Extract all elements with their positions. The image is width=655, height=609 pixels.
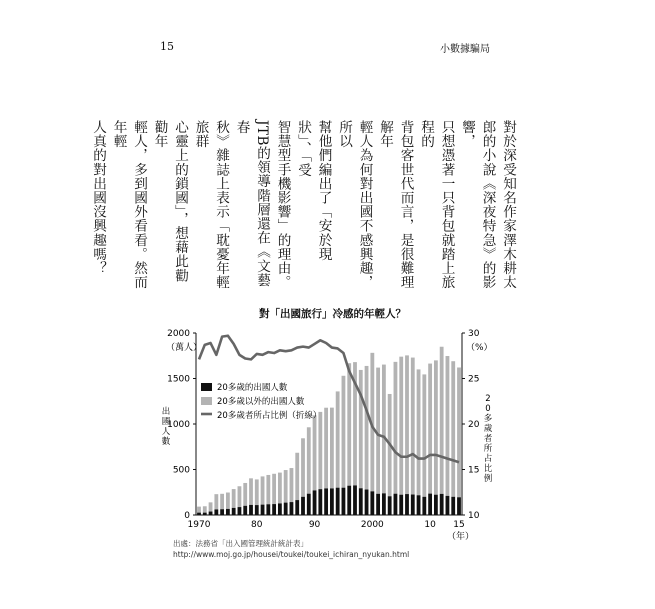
- y-right-label-char: 占: [483, 454, 493, 464]
- body-line: 輕人為何對出國不感興趣，所以: [336, 120, 373, 290]
- x-tick-label: 15: [453, 520, 465, 530]
- bar-twenties-2003: [388, 496, 392, 515]
- bar-others-1971: [203, 506, 207, 512]
- bar-twenties-1985: [284, 503, 288, 515]
- x-tick-label: 80: [251, 520, 263, 530]
- y-left-tick-label: 0: [184, 511, 190, 521]
- y-left-unit: （萬人）: [166, 343, 203, 353]
- bar-others-1993: [330, 408, 334, 489]
- source-line-1: 出處：法務省「出入國管理統計統計表」: [173, 539, 308, 548]
- running-head: 小數據騙局: [440, 44, 490, 55]
- legend-swatch-others: [201, 397, 212, 405]
- bar-twenties-1975: [226, 509, 230, 515]
- x-unit: （年）: [446, 532, 474, 542]
- bar-twenties-2011: [434, 495, 438, 515]
- bar-twenties-1987: [295, 500, 299, 515]
- bar-others-1988: [301, 438, 305, 497]
- body-line: 智慧型手機影響」的理由。: [274, 120, 291, 290]
- bar-others-2002: [382, 365, 386, 494]
- y-right-tick-label: 10: [468, 511, 480, 521]
- bar-others-1991: [318, 412, 322, 489]
- bar-twenties-1990: [313, 490, 317, 515]
- bar-twenties-2000: [370, 491, 374, 515]
- body-line: 郎的小說《深夜特急》的影響，: [459, 120, 496, 290]
- bar-twenties-2009: [422, 497, 426, 515]
- bar-twenties-1978: [243, 506, 247, 515]
- bar-others-2008: [417, 369, 421, 495]
- y-left-tick-label: 1000: [167, 420, 190, 430]
- bar-twenties-1972: [209, 512, 213, 515]
- bar-others-2011: [434, 360, 438, 494]
- bar-twenties-2015: [457, 497, 461, 515]
- bar-twenties-1989: [307, 494, 311, 515]
- bar-twenties-2005: [399, 495, 403, 515]
- bar-others-1985: [284, 470, 288, 503]
- body-line: JTB的領導階層還在《文藝春: [233, 120, 270, 288]
- y-right-label-char: 0: [485, 404, 491, 414]
- bar-twenties-1983: [272, 504, 276, 515]
- body-line: 心靈上的鎖國」，想藉此勸勸年: [151, 120, 188, 283]
- y-left-label-char: 出: [161, 407, 171, 417]
- x-tick-label: 2000: [360, 520, 384, 530]
- y-right-label-char: 例: [483, 474, 493, 484]
- bar-others-1973: [214, 494, 218, 509]
- bar-twenties-1984: [278, 503, 282, 515]
- bar-others-1987: [295, 453, 299, 500]
- bar-twenties-2010: [428, 494, 432, 515]
- bar-others-1990: [313, 415, 317, 490]
- bar-twenties-2012: [440, 494, 444, 515]
- bar-twenties-1998: [359, 488, 363, 515]
- bar-twenties-1999: [365, 490, 369, 515]
- bar-twenties-2004: [394, 494, 398, 515]
- bar-others-1979: [249, 478, 253, 505]
- bar-twenties-1995: [342, 488, 346, 515]
- y-right-tick-label: 25: [468, 374, 480, 385]
- y-right-tick-label: 20: [468, 420, 480, 430]
- bar-others-1976: [232, 489, 236, 508]
- bar-twenties-1993: [330, 488, 334, 515]
- bar-others-1995: [342, 376, 346, 488]
- bar-others-2007: [411, 358, 415, 495]
- bar-others-1983: [272, 474, 276, 504]
- bar-others-1972: [209, 502, 213, 511]
- bar-twenties-1976: [232, 508, 236, 515]
- bar-twenties-1991: [318, 489, 322, 515]
- bar-others-1989: [307, 427, 311, 493]
- bar-twenties-2002: [382, 493, 386, 515]
- bar-twenties-1982: [266, 504, 270, 515]
- body-line: 背包客世代而言，是很難理解年: [377, 120, 414, 290]
- y-right-label-char: 所: [483, 444, 493, 454]
- x-tick-label: 10: [424, 520, 436, 530]
- y-left-label-char: 國: [161, 417, 171, 427]
- figure-source: [173, 538, 409, 560]
- bar-twenties-1977: [238, 507, 242, 515]
- bar-twenties-1988: [301, 497, 305, 515]
- y-right-label-char: 者: [483, 434, 493, 444]
- bar-others-1978: [243, 483, 247, 506]
- y-right-label-char: 歲: [483, 424, 493, 434]
- y-left-tick-label: 500: [172, 465, 190, 476]
- bar-twenties-2001: [376, 494, 380, 515]
- bar-twenties-1997: [353, 485, 357, 515]
- x-tick-label: 90: [308, 520, 321, 530]
- y-right-tick-label: 30: [468, 329, 480, 339]
- bar-twenties-1971: [203, 513, 207, 515]
- bar-others-1977: [238, 486, 242, 507]
- x-tick-label: 1970: [187, 520, 211, 530]
- bar-others-1986: [290, 468, 294, 502]
- bar-twenties-1981: [261, 505, 265, 515]
- bar-others-2015: [457, 367, 461, 497]
- legend-label-share: 20多歲者所占比例（折線）: [217, 411, 322, 421]
- body-line: 輕人，多到國外看看。然而年輕: [110, 120, 147, 290]
- bar-twenties-1994: [336, 488, 340, 515]
- bar-twenties-1973: [214, 509, 218, 515]
- bar-twenties-2013: [446, 496, 450, 515]
- page-number: 15: [160, 40, 174, 53]
- bar-twenties-1979: [249, 505, 253, 515]
- bar-twenties-1980: [255, 505, 259, 515]
- bar-others-2009: [422, 374, 426, 496]
- body-line: 人真的對出國沒興趣嗎？: [90, 120, 106, 276]
- bar-twenties-1970: [197, 513, 201, 515]
- figure-title: 對「出國旅行」冷感的年輕人？: [259, 308, 406, 320]
- bar-others-1982: [266, 475, 270, 504]
- y-right-label-char: 2: [485, 394, 491, 404]
- y-right-label-char: 比: [483, 464, 493, 474]
- bar-others-1994: [336, 391, 340, 487]
- bar-others-1998: [359, 370, 363, 488]
- bar-twenties-1992: [324, 488, 328, 515]
- bar-twenties-2014: [451, 497, 455, 515]
- bar-twenties-2007: [411, 495, 415, 515]
- y-left-label-char: 人: [161, 427, 171, 437]
- body-line: 對於深受知名作家澤木耕太: [500, 120, 516, 290]
- bar-others-1996: [347, 363, 351, 485]
- bar-twenties-1974: [220, 509, 224, 515]
- bar-twenties-1996: [347, 486, 351, 515]
- source-line-2: http://www.moj.go.jp/housei/toukei/toukei_ichiran_nyukan.html: [173, 550, 410, 559]
- y-left-label-char: 數: [161, 437, 171, 447]
- bar-others-1981: [261, 476, 265, 504]
- bar-others-2014: [451, 361, 455, 497]
- body-line: 只想憑著一只背包就踏上旅程的: [418, 120, 455, 290]
- body-line: 幫他們編出了「安於現狀」、「受: [295, 120, 332, 261]
- bar-others-1975: [226, 493, 230, 509]
- bar-others-1992: [324, 408, 328, 489]
- bar-others-1974: [220, 494, 224, 509]
- y-right-tick-label: 15: [468, 465, 480, 476]
- bar-others-2004: [394, 362, 398, 494]
- bar-others-2012: [440, 347, 444, 494]
- bar-others-2010: [428, 364, 432, 494]
- bar-twenties-1986: [290, 502, 294, 515]
- bar-others-1984: [278, 473, 282, 504]
- bar-others-2001: [376, 368, 380, 494]
- bar-twenties-2006: [405, 494, 409, 515]
- bar-others-2013: [446, 356, 450, 496]
- y-left-tick-label: 1500: [167, 374, 190, 385]
- bar-twenties-2008: [417, 495, 421, 515]
- y-right-label-char: 多: [483, 414, 493, 424]
- bar-others-1980: [255, 479, 259, 505]
- body-line: 秋》雜誌上表示「耽憂年輕旅群: [192, 120, 229, 290]
- bar-others-1999: [365, 366, 369, 490]
- bar-others-2005: [399, 357, 403, 495]
- bar-others-2006: [405, 355, 409, 494]
- legend-label-twenties: 20多歲的出國人數: [217, 383, 288, 393]
- bar-others-1970: [197, 507, 201, 513]
- legend-swatch-twenties: [201, 383, 212, 391]
- legend-label-others: 20多歲以外的出國人數: [217, 397, 305, 407]
- y-left-tick-label: 2000: [167, 329, 190, 339]
- y-right-unit: （%）: [466, 343, 493, 353]
